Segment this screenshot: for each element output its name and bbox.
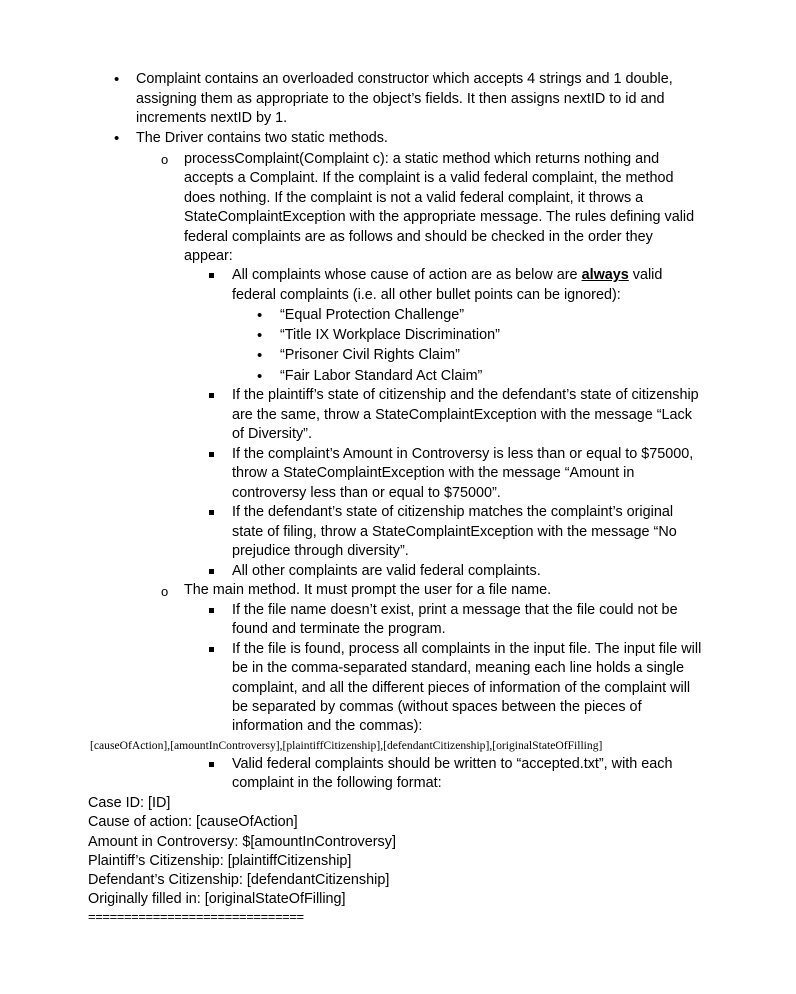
main-line: The main method. It must prompt the user for a file name. — [184, 582, 552, 598]
main-2-line: be separated by commas (without spaces between the pieces of — [232, 699, 642, 715]
rule-1-emphasis: always — [581, 267, 629, 283]
b1-line: Complaint contains an overloaded constructor which accepts 4 strings and 1 double, — [136, 71, 673, 87]
pc-line: federal complaints are as follows and should be checked in the order they — [184, 229, 653, 245]
rule-3-line: throw a StateComplaintException with the message “Amount in — [232, 465, 635, 481]
bullet-square — [209, 393, 214, 398]
main-2-line: If the file is found, process all complaints in the input file. The input file will — [232, 641, 702, 657]
bullet-square — [209, 273, 214, 278]
cause-item: “Prisoner Civil Rights Claim” — [280, 347, 460, 363]
rule-1-line — [232, 266, 662, 286]
rule-1-pre: All complaints whose cause of action are as below are — [232, 267, 582, 283]
bullet-square — [209, 452, 214, 457]
output-line: Cause of action: [causeOfAction] — [88, 814, 298, 830]
bullet-circle — [161, 150, 168, 171]
bullet-circle — [161, 582, 168, 603]
bullet-dot — [257, 367, 262, 388]
bullet-dot — [257, 326, 262, 347]
pc-line: processComplaint(Complaint c): a static method which returns nothing and — [184, 151, 660, 167]
rule-4-line: prejudice through diversity”. — [232, 543, 409, 559]
rule-4-line: If the defendant’s state of citizenship matches the complaint’s original — [232, 504, 674, 520]
output-separator: ============================== — [88, 909, 304, 924]
main-1-line: found and terminate the program. — [232, 621, 446, 637]
main-2-line: complaint, and all the different pieces of information of the complaint will — [232, 680, 691, 696]
output-line: Defendant’s Citizenship: [defendantCitizenship] — [88, 872, 390, 888]
rule-4-line: state of filing, throw a StateComplaintException with the message “No — [232, 524, 677, 540]
main-3-line: complaint in the following format: — [232, 775, 442, 791]
output-line: Plaintiff’s Citizenship: [plaintiffCitizenship] — [88, 853, 352, 869]
rule-3-line: controversy less than or equal to $75000”. — [232, 485, 501, 501]
output-line: Case ID: [ID] — [88, 795, 171, 811]
main-3-line: Valid federal complaints should be written to “accepted.txt”, with each — [232, 756, 673, 772]
b1-line: increments nextID by 1. — [136, 110, 288, 126]
b2-line: The Driver contains two static methods. — [136, 130, 388, 146]
bullet-dot — [257, 306, 262, 327]
bullet-square — [209, 569, 214, 574]
rule-1-post: valid — [628, 267, 663, 283]
cause-item: “Equal Protection Challenge” — [280, 307, 464, 323]
main-1-line: If the file name doesn’t exist, print a message that the file could not be — [232, 602, 678, 618]
bullet-square — [209, 608, 214, 613]
pc-line: accepts a Complaint. If the complaint is a valid federal complaint, the method — [184, 170, 674, 186]
rule-2-line: are the same, throw a StateComplaintException with the message “Lack — [232, 407, 692, 423]
pc-line: does nothing. If the complaint is not a valid federal complaint, it throws a — [184, 190, 644, 206]
bullet-square — [209, 510, 214, 515]
pc-line: appear: — [184, 248, 233, 264]
main-2-line: be in the comma-separated standard, meaning each line holds a single — [232, 660, 684, 676]
rule-1-line: federal complaints (i.e. all other bullet points can be ignored): — [232, 287, 621, 303]
main-2-line: information and the commas): — [232, 718, 423, 734]
bullet-square — [209, 762, 214, 767]
cause-item: “Title IX Workplace Discrimination” — [280, 327, 500, 343]
output-line: Originally filled in: [originalStateOfFilling] — [88, 891, 346, 907]
b1-line: assigning them as appropriate to the object’s fields. It then assigns nextID to id and — [136, 91, 665, 107]
bullet-dot — [114, 129, 119, 150]
rule-3-line: If the complaint’s Amount in Controversy is less than or equal to $75000, — [232, 446, 694, 462]
bullet-dot — [114, 70, 119, 91]
bullet-dot — [257, 346, 262, 367]
output-line: Amount in Controversy: $[amountInControversy] — [88, 834, 396, 850]
rule-5-line: All other complaints are valid federal complaints. — [232, 563, 541, 579]
pc-line: StateComplaintException with the appropriate message. The rules defining valid — [184, 209, 695, 225]
rule-2-line: If the plaintiff’s state of citizenship and the defendant’s state of citizenship — [232, 387, 699, 403]
format-line: [causeOfAction],[amountInControversy],[plaintiffCitizenship],[defendantCitizenship],[originalStateOfFilling] — [90, 739, 603, 752]
rule-2-line: of Diversity”. — [232, 426, 312, 442]
cause-item: “Fair Labor Standard Act Claim” — [280, 368, 483, 384]
bullet-square — [209, 647, 214, 652]
